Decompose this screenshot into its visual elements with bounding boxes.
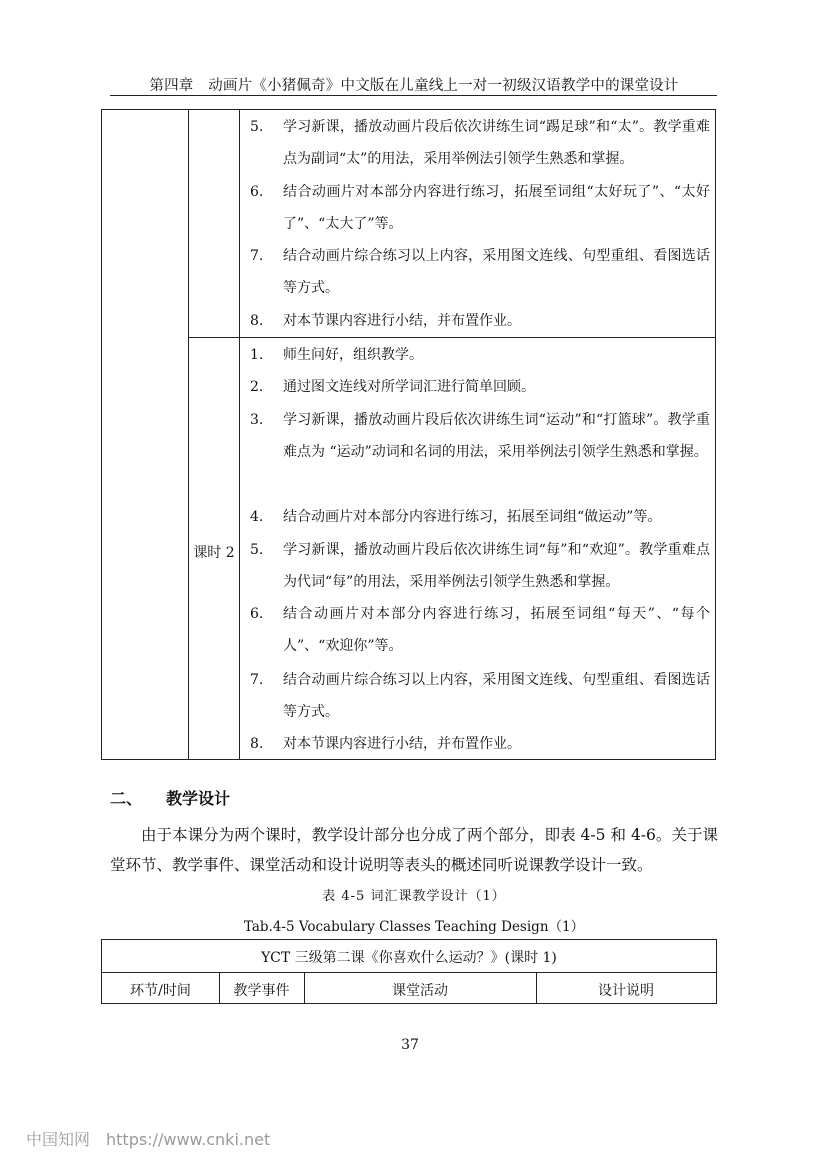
lesson1-step [250,305,710,337]
step-text: 结合动画片对本部分内容进行练习，拓展至词组“做运动”等。 [283,509,662,525]
step-number: 3. [250,412,264,428]
lesson2-step [250,728,710,760]
header-cell: 环节/时间 [130,983,191,999]
step-text: 结合动画片对本部分内容进行练习，拓展至词组“每天”、“每个人”、“欢迎你”等。 [283,606,710,654]
table-column-divider [239,110,240,759]
table-caption-english: Tab.4-5 Vocabulary Classes Teaching Design（1） [243,919,585,935]
lesson2-step [250,501,710,533]
step-text: 结合动画片综合练习以上内容，采用图文连线、句型重组、看图选话等方式。 [283,248,710,296]
step-text: 学习新课，播放动画片段后依次讲练生词“运动”和“打篮球”。教学重难点为 “运动”动词和名词的用法，采用举例法引领学生熟悉和掌握。 [283,412,710,460]
header-rule [110,95,717,96]
step-number: 8. [250,313,264,329]
watermark-url[interactable]: https://www.cnki.net [106,1130,271,1149]
step-number: 2. [250,379,264,395]
design-table [101,939,717,1004]
table-column-divider [188,110,189,759]
header-cell: 设计说明 [598,983,654,999]
running-header: 第四章 动画片《小猪佩奇》中文版在儿童线上一对一初级汉语教学中的课堂设计 [149,78,679,94]
step-number: 5. [250,119,264,135]
lesson2-step [250,534,710,598]
cnki-watermark [26,1127,270,1150]
section-heading [110,786,230,809]
step-number: 1. [250,347,264,363]
table-row-divider [188,337,715,338]
table-row-divider [102,972,716,973]
lesson2-step [250,404,710,468]
section-number: 二、 [110,789,143,808]
step-number: 6. [250,184,264,200]
page-number: 37 [401,1037,419,1053]
step-text: 学习新课，播放动画片段后依次讲练生词“踢足球”和“太”。教学重难点为副词“太”的用法，采用举例法引领学生熟悉和掌握。 [283,119,710,167]
watermark-brand: 中国知网 [26,1130,91,1149]
step-number: 7. [250,248,264,264]
lesson-plan-table [101,109,716,760]
lesson2-step [250,339,710,371]
header-cell: 课堂活动 [392,983,448,999]
design-table-title: YCT 三级第二课《你喜欢什么运动？》(课时 1) [261,950,557,966]
step-text: 师生问好，组织教学。 [283,347,423,363]
lesson2-step [250,664,710,728]
section-title: 教学设计 [166,789,231,808]
step-number: 5. [250,542,264,558]
step-text: 结合动画片对本部分内容进行练习，拓展至词组“太好玩了”、“太好了”、“太大了”等。 [283,184,710,232]
lesson1-step [250,111,710,175]
step-number: 7. [250,672,264,688]
step-text: 对本节课内容进行小结，并布置作业。 [283,736,521,752]
table-caption-chinese: 表 4-5 词汇课教学设计（1） [322,889,506,904]
lesson-2-label: 课时 2 [193,545,235,561]
step-text: 学习新课，播放动画片段后依次讲练生词“每”和“欢迎”。教学重难点为代词“每”的用法，采用举例法引领学生熟悉和掌握。 [283,542,710,590]
step-text: 通过图文连线对所学词汇进行简单回顾。 [283,379,535,395]
body-paragraph: 由于本课分为两个课时，教学设计部分也分成了两个部分，即表 4-5 和 4-6。关于课堂环节、教学事件、课堂活动和设计说明等表头的概述同听说课教学设计一致。 [110,826,718,874]
step-text: 对本节课内容进行小结，并布置作业。 [283,313,521,329]
lesson1-step [250,240,710,304]
step-number: 6. [250,606,264,622]
header-cell: 教学事件 [233,983,290,999]
lesson2-step [250,371,710,403]
lesson2-step [250,598,710,662]
step-text: 结合动画片综合练习以上内容，采用图文连线、句型重组、看图选话等方式。 [283,672,710,720]
step-number: 8. [250,736,264,752]
step-number: 4. [250,509,264,525]
lesson1-step [250,176,710,240]
